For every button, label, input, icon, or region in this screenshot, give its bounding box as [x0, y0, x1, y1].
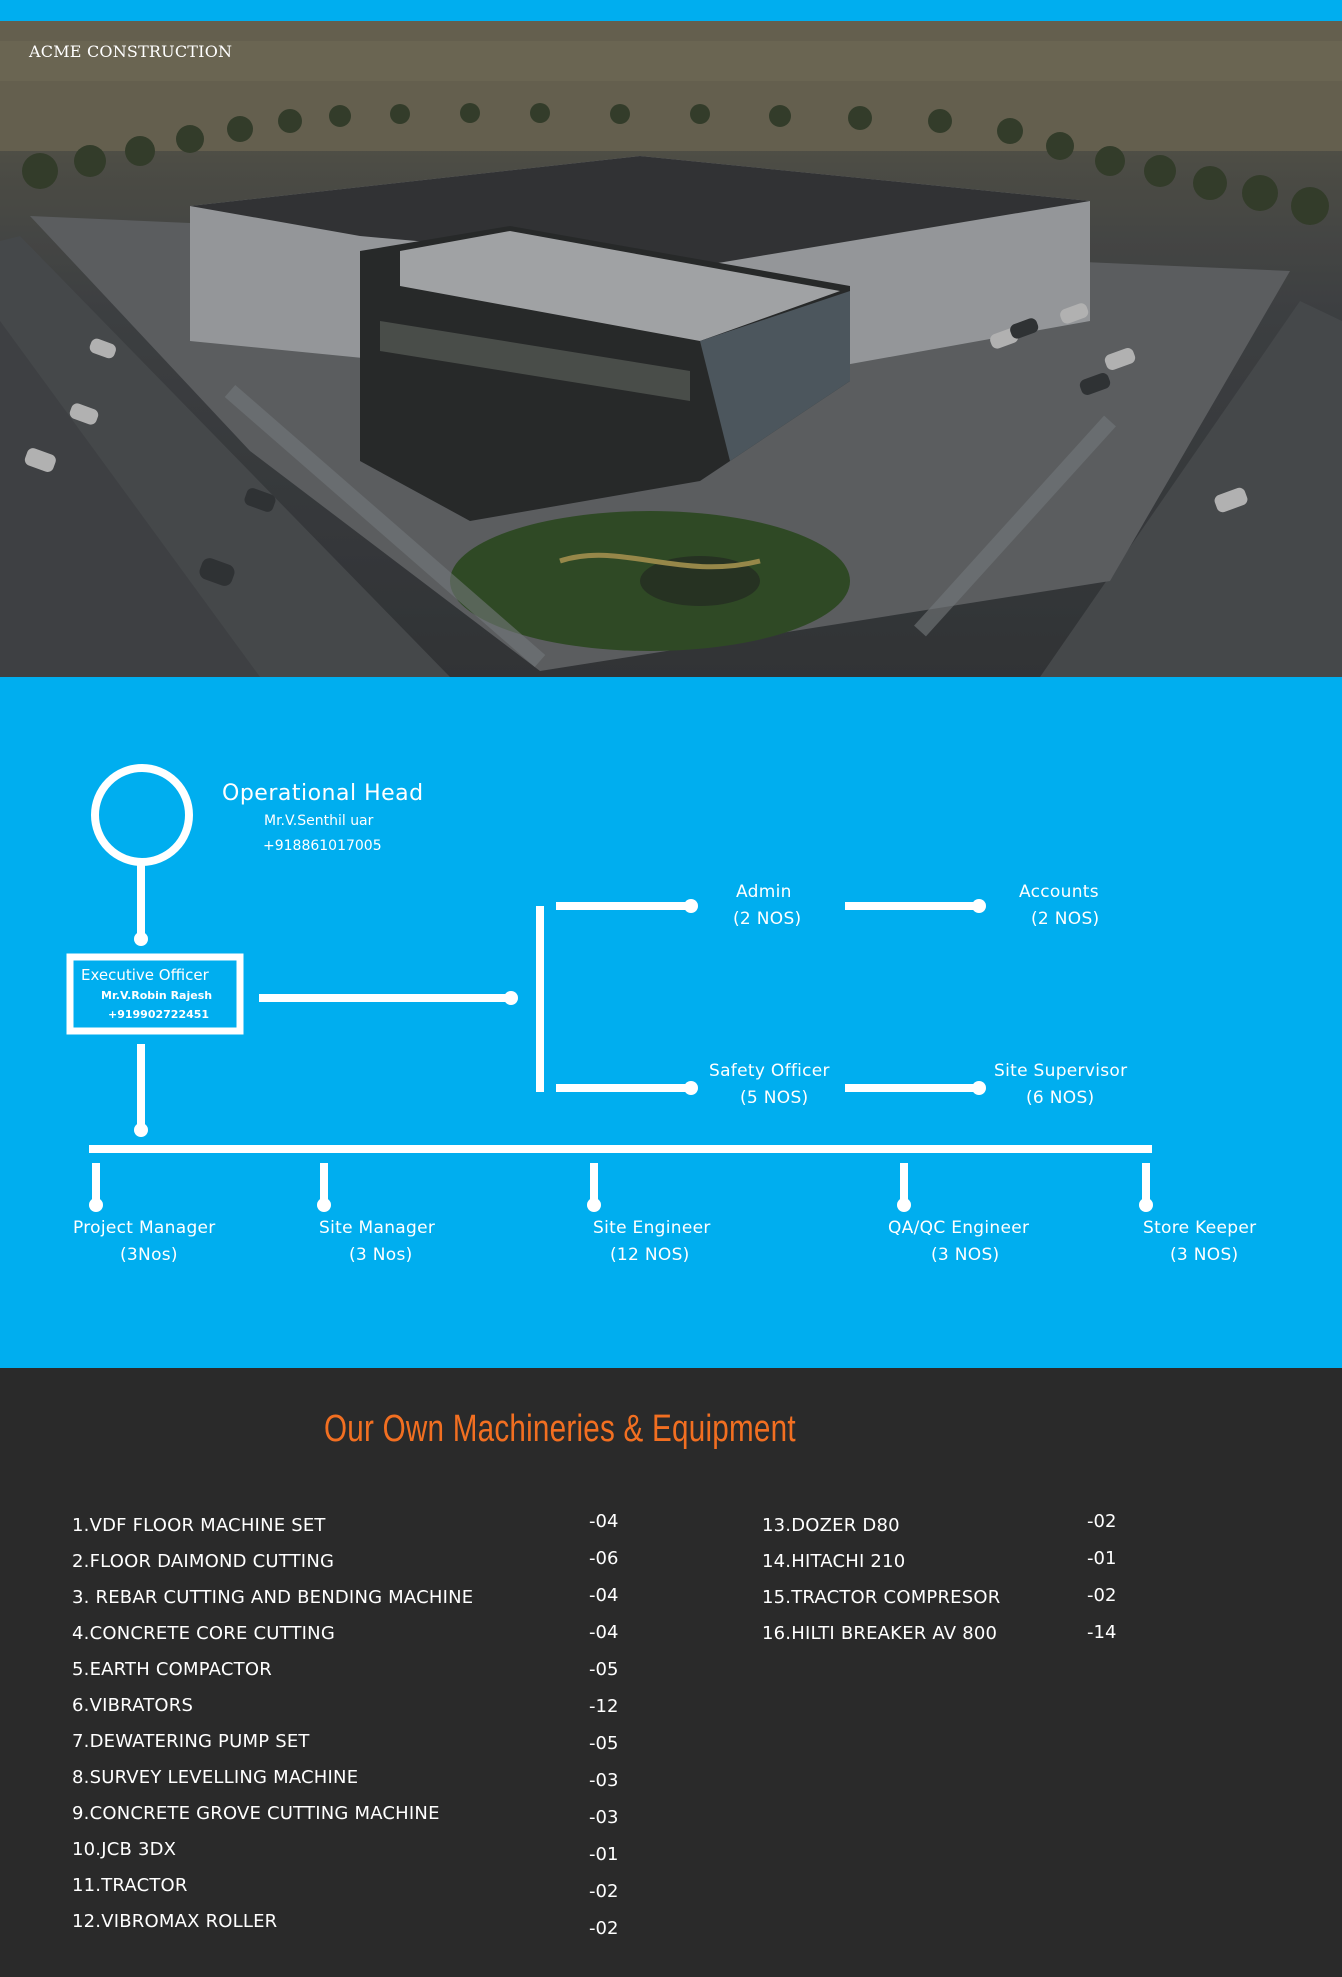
machinery-item: 15.TRACTOR COMPRESOR	[762, 1587, 1001, 1608]
machinery-item: 2.FLOOR DAIMOND CUTTING	[72, 1551, 335, 1572]
machinery-item: 8.SURVEY LEVELLING MACHINE	[72, 1767, 359, 1788]
staff-role-site-engineer: Site Engineer	[593, 1218, 711, 1238]
machinery-qty: -02	[589, 1881, 619, 1902]
branch-count-site-supervisor: (6 NOS)	[1026, 1088, 1095, 1108]
machinery-item: 1.VDF FLOOR MACHINE SET	[72, 1515, 326, 1536]
machinery-item: 5.EARTH COMPACTOR	[72, 1659, 272, 1680]
staff-count-site-manager: (3 Nos)	[349, 1245, 413, 1265]
machinery-item: 7.DEWATERING PUMP SET	[72, 1731, 310, 1752]
brand-name: ACME CONSTRUCTION	[29, 42, 233, 61]
machinery-qty: -05	[589, 1733, 619, 1754]
branch-count-safety-officer: (5 NOS)	[740, 1088, 809, 1108]
branch-role-site-supervisor: Site Supervisor	[994, 1061, 1128, 1081]
staff-count-qa-qc-engineer: (3 NOS)	[931, 1245, 1000, 1265]
machinery-qty: -02	[589, 1918, 619, 1939]
machinery-item: 10.JCB 3DX	[72, 1839, 177, 1860]
machinery-qty: -04	[589, 1622, 619, 1643]
operational-head-name: Mr.V.Senthil uar	[264, 813, 374, 829]
machinery-item: 9.CONCRETE GROVE CUTTING MACHINE	[72, 1803, 440, 1824]
branch-count-admin: (2 NOS)	[733, 909, 802, 929]
branch-role-safety-officer: Safety Officer	[709, 1061, 830, 1081]
machinery-item: 13.DOZER D80	[762, 1515, 900, 1536]
machinery-title: Our Own Machineries & Equipment	[324, 1408, 796, 1450]
machinery-qty: -05	[589, 1659, 619, 1680]
machinery-qty: -14	[1087, 1622, 1117, 1643]
machinery-qty: -03	[589, 1770, 619, 1791]
machinery-qty: -03	[589, 1807, 619, 1828]
staff-role-qa-qc-engineer: QA/QC Engineer	[888, 1218, 1030, 1238]
executive-officer-name: Mr.V.Robin Rajesh	[101, 989, 213, 1002]
machinery-section	[0, 1368, 1342, 1977]
staff-count-site-engineer: (12 NOS)	[610, 1245, 690, 1265]
staff-role-project-manager: Project Manager	[73, 1218, 216, 1238]
branch-count-accounts: (2 NOS)	[1031, 909, 1100, 929]
machinery-qty: -02	[1087, 1585, 1117, 1606]
machinery-item: 14.HITACHI 210	[762, 1551, 906, 1572]
executive-officer-title: Executive Officer	[81, 966, 209, 984]
machinery-qty: -01	[1087, 1548, 1117, 1569]
operational-head-title: Operational Head	[222, 781, 424, 806]
machinery-item: 6.VIBRATORS	[72, 1695, 194, 1716]
staff-count-project-manager: (3Nos)	[120, 1245, 178, 1265]
machinery-item: 11.TRACTOR	[72, 1875, 188, 1896]
machinery-item: 12.VIBROMAX ROLLER	[72, 1911, 278, 1932]
staff-count-store-keeper: (3 NOS)	[1170, 1245, 1239, 1265]
machinery-item: 16.HILTI BREAKER AV 800	[762, 1623, 998, 1644]
branch-role-accounts: Accounts	[1019, 882, 1099, 902]
machinery-item: 4.CONCRETE CORE CUTTING	[72, 1623, 335, 1644]
operational-head-avatar-icon	[95, 768, 189, 862]
org-chart-section	[0, 677, 1342, 1368]
machinery-item: 3. REBAR CUTTING AND BENDING MACHINE	[72, 1587, 474, 1608]
machinery-qty: -12	[589, 1696, 619, 1717]
machinery-qty: -06	[589, 1548, 619, 1569]
hero-image	[0, 21, 1342, 677]
executive-officer-phone: +919902722451	[108, 1008, 210, 1021]
machinery-qty: -01	[589, 1844, 619, 1865]
building-aerial-illustration	[0, 21, 1342, 677]
machinery-qty: -02	[1087, 1511, 1117, 1532]
machinery-qty: -04	[589, 1585, 619, 1606]
branch-role-admin: Admin	[736, 882, 792, 902]
staff-role-site-manager: Site Manager	[319, 1218, 436, 1238]
top-accent-bar	[0, 0, 1342, 21]
staff-role-store-keeper: Store Keeper	[1143, 1218, 1257, 1238]
operational-head-phone: +918861017005	[263, 838, 382, 854]
machinery-qty: -04	[589, 1511, 619, 1532]
